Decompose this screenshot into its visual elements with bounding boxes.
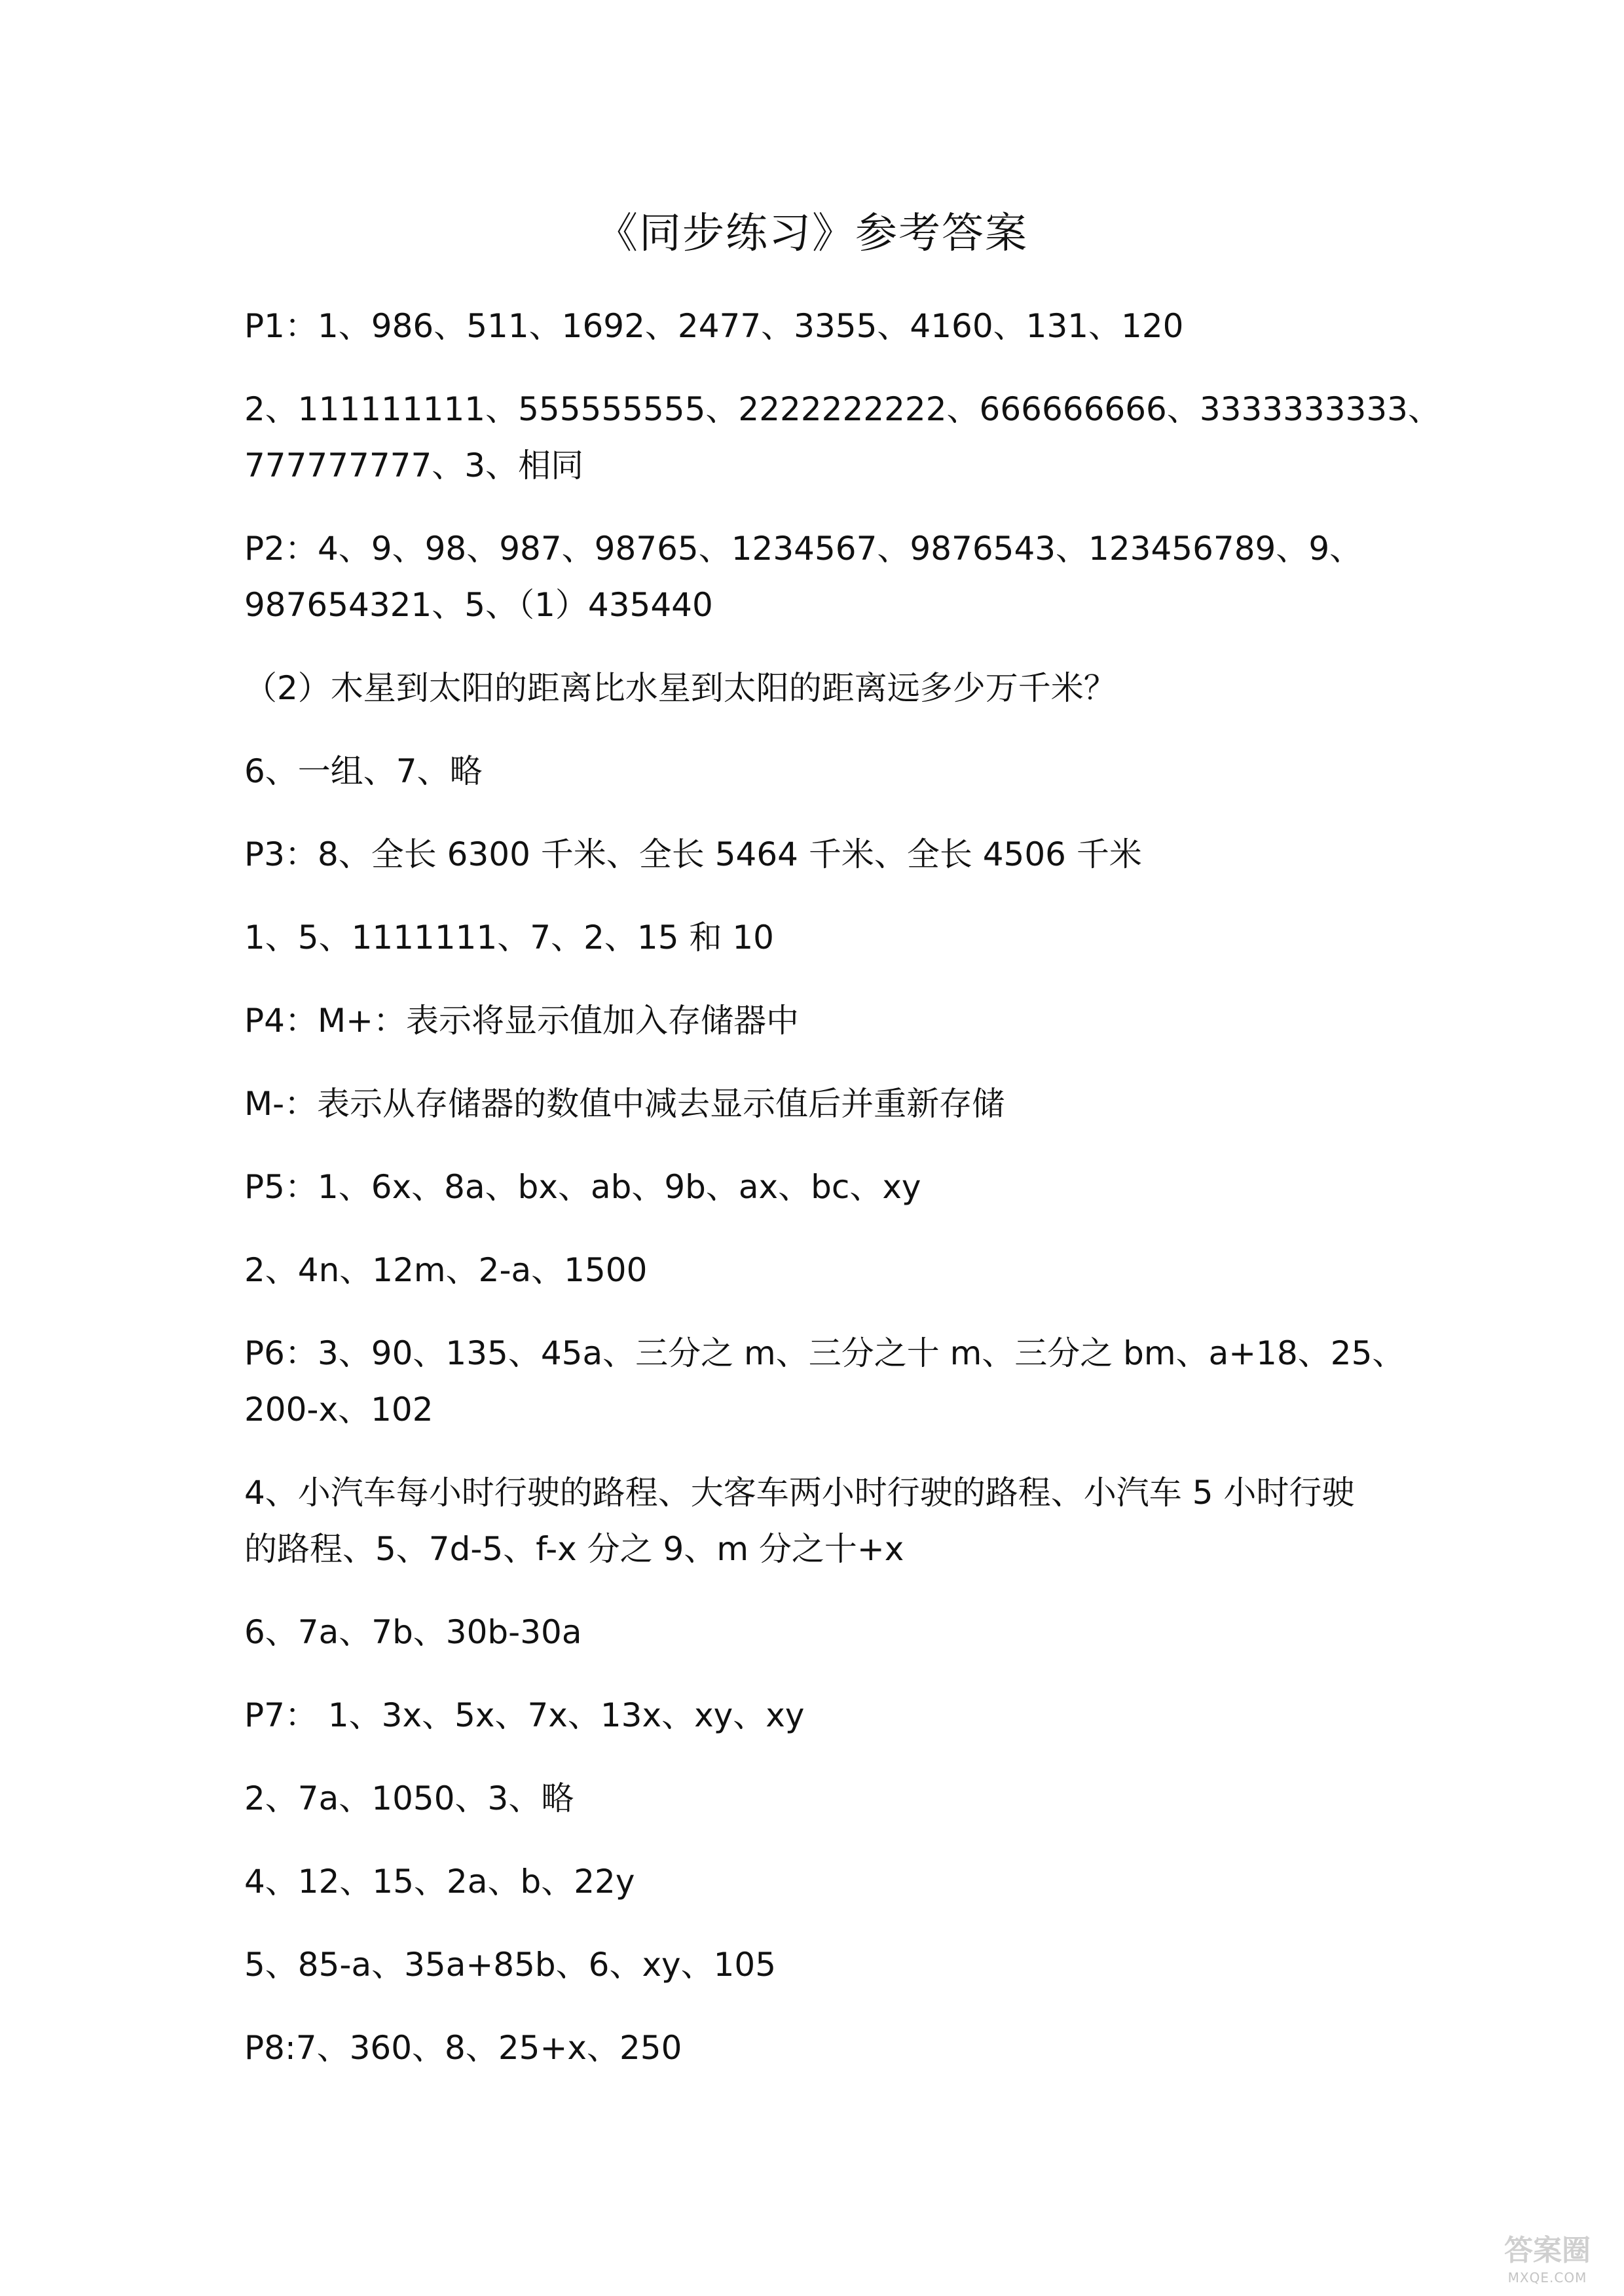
answer-line: 200-x、102: [244, 1391, 434, 1429]
answer-line: 6、7a、7b、30b-30a: [244, 1613, 582, 1651]
answer-paragraph: [244, 1465, 1371, 1577]
answer-line: P6：3、90、135、45a、三分之 m、三分之十 m、三分之 bm、a+18、25、: [244, 1334, 1405, 1372]
answer-paragraph: [244, 826, 1371, 883]
answer-line: 5、85-a、35a+85b、6、xy、105: [244, 1946, 777, 1984]
answer-line: M-：表示从存储器的数值中减去显示值后并重新存储: [244, 1085, 1005, 1123]
answer-paragraph: [244, 660, 1371, 716]
answer-paragraph: [244, 381, 1441, 494]
watermark-main: 答案圈: [1504, 2234, 1591, 2267]
answer-line: 1、5、1111111、7、2、15 和 10: [244, 919, 774, 957]
answer-line: 987654321、5、（1）435440: [244, 586, 713, 624]
answer-paragraph: [244, 1604, 1371, 1660]
answer-line: P4：M+：表示将显示值加入存储器中: [244, 1002, 799, 1040]
watermark-logo: [1485, 2232, 1610, 2291]
answer-list: [244, 298, 1441, 2103]
answer-line: 的路程、5、7d-5、f-x 分之 9、m 分之十+x: [244, 1530, 904, 1568]
answer-paragraph: [244, 1853, 1371, 1910]
answer-line: P1：1、986、511、1692、2477、3355、4160、131、120: [244, 307, 1184, 345]
answer-line: 777777777、3、相同: [244, 446, 584, 484]
answer-line: P2：4、9、98、987、98765、1234567、9876543、123456789、9、: [244, 530, 1363, 568]
answer-paragraph: [244, 1770, 1371, 1827]
answer-paragraph: [244, 993, 1371, 1049]
answer-line: P8:7、360、8、25+x、250: [244, 2029, 682, 2067]
answer-line: 4、小汽车每小时行驶的路程、大客车两小时行驶的路程、小汽车 5 小时行驶: [244, 1474, 1355, 1512]
answer-paragraph: [244, 909, 1371, 966]
answer-paragraph: [244, 1325, 1405, 1438]
answer-paragraph: [244, 520, 1371, 633]
answer-paragraph: [244, 1687, 1371, 1743]
answer-line: P7： 1、3x、5x、7x、13x、xy、xy: [244, 1696, 805, 1734]
page-title: 《同步练习》参考答案: [596, 210, 1028, 258]
answer-paragraph: [244, 1242, 1371, 1298]
answer-paragraph: [244, 1159, 1371, 1215]
answer-paragraph: [244, 1937, 1371, 1993]
answer-paragraph: [244, 1076, 1371, 1132]
answer-line: （2）木星到太阳的距离比水星到太阳的距离远多少万千米？: [244, 669, 1116, 707]
answer-line: 2、111111111、555555555、2222222222、666666666、3333333333、: [244, 390, 1441, 428]
answer-line: 6、一组、7、略: [244, 752, 483, 790]
answer-line: 4、12、15、2a、b、22y: [244, 1863, 635, 1901]
answer-line: P5：1、6x、8a、bx、ab、9b、ax、bc、xy: [244, 1168, 921, 1206]
answer-line: 2、4n、12m、2-a、1500: [244, 1251, 648, 1289]
answer-paragraph: [244, 2020, 1371, 2076]
answer-paragraph: [244, 298, 1371, 354]
watermark-sub: MXQE.COM: [1507, 2270, 1587, 2286]
answer-line: 2、7a、1050、3、略: [244, 1779, 574, 1817]
answer-paragraph: [244, 743, 1371, 799]
answer-line: P3：8、全长 6300 千米、全长 5464 千米、全长 4506 千米: [244, 835, 1142, 873]
